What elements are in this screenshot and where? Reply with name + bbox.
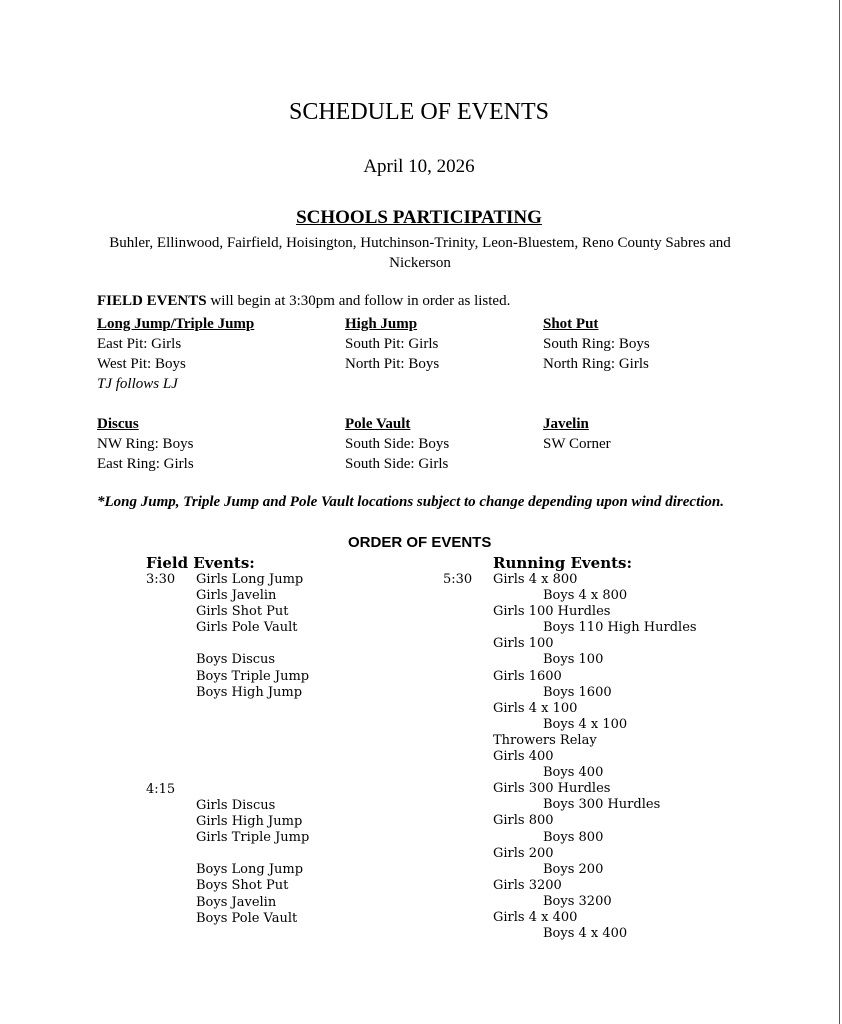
- running-event-item: Girls 4 x 800: [493, 572, 578, 587]
- page-edge: [839, 0, 840, 1024]
- running-event-item: Boys 100: [543, 652, 604, 668]
- location-line: SW Corner: [543, 436, 611, 452]
- field-event-item: Girls Shot Put: [196, 604, 289, 620]
- running-event-item: Girls 3200: [493, 877, 562, 893]
- running-event-item: Boys 1600: [543, 684, 612, 700]
- location-discus: [97, 414, 194, 474]
- field-event-item: Girls Pole Vault: [196, 620, 298, 636]
- running-event-item: Girls 4 x 100: [493, 700, 578, 716]
- location-line: East Ring: Girls: [97, 456, 194, 472]
- field-event-item: Boys Triple Jump: [196, 668, 310, 684]
- location-line: South Side: Girls: [345, 456, 449, 472]
- location-shot-put: [543, 314, 650, 374]
- field-time-2: 4:15: [146, 782, 176, 797]
- running-event-item: Girls 100 Hurdles: [493, 604, 611, 620]
- field-events-list-2: [196, 798, 309, 927]
- event-date: April 10, 2026: [363, 156, 475, 177]
- location-heading: Shot Put: [543, 316, 599, 332]
- field-event-item: Boys Pole Vault: [196, 910, 298, 926]
- location-heading: Javelin: [543, 416, 589, 432]
- order-heading: ORDER OF EVENTS: [348, 534, 492, 551]
- location-note: TJ follows LJ: [97, 376, 178, 392]
- running-event-item: Boys 400: [543, 765, 604, 781]
- running-events-heading: Running Events:: [493, 554, 633, 572]
- field-event-item: Boys Javelin: [196, 894, 277, 910]
- location-line: NW Ring: Boys: [97, 436, 194, 452]
- running-event-item: Boys 200: [543, 861, 604, 877]
- field-event-item: Girls Triple Jump: [196, 830, 310, 846]
- field-event-item: Girls High Jump: [196, 814, 303, 830]
- field-event-item: Boys High Jump: [196, 684, 303, 700]
- location-heading: High Jump: [345, 316, 418, 332]
- page-title: SCHEDULE OF EVENTS: [288, 99, 549, 125]
- schools-list: Buhler, Ellinwood, Fairfield, Hoisington, Hutchinson-Trinity, Leon-Bluestem, Reno County Sabres and Nickerson: [109, 235, 731, 271]
- field-events-label: FIELD EVENTS: [97, 293, 207, 309]
- running-event-item: Girls 300 Hurdles: [493, 781, 611, 797]
- field-event-item: Boys Shot Put: [196, 878, 289, 894]
- location-heading: Pole Vault: [345, 416, 411, 432]
- running-event-item: Girls 800: [493, 813, 554, 829]
- running-event-item: Girls 200: [493, 845, 554, 861]
- running-event-item: Boys 800: [543, 829, 604, 845]
- location-line: South Pit: Girls: [345, 336, 439, 352]
- location-high-jump: [345, 314, 439, 374]
- running-event-item: Girls 100: [493, 636, 554, 652]
- location-long-jump: [97, 314, 254, 394]
- running-event-item: Girls 400: [493, 749, 554, 765]
- running-event-item: Boys 110 High Hurdles: [543, 620, 697, 636]
- field-events-intro-text: will begin at 3:30pm and follow in order as listed.: [206, 293, 511, 309]
- field-event-item: Girls Long Jump: [196, 572, 304, 587]
- location-line: East Pit: Girls: [97, 336, 182, 352]
- location-pole-vault: [345, 414, 449, 474]
- running-events-list: [493, 572, 697, 942]
- field-events-list: [196, 572, 309, 701]
- location-line: South Side: Boys: [345, 436, 450, 452]
- running-event-item: Girls 4 x 400: [493, 909, 578, 925]
- running-event-item: Boys 300 Hurdles: [543, 797, 661, 813]
- location-line: North Pit: Boys: [345, 356, 440, 372]
- running-event-item: Throwers Relay: [493, 732, 597, 748]
- field-events-intro: [97, 293, 510, 310]
- field-event-item: Girls Discus: [196, 798, 276, 813]
- location-heading: Discus: [97, 416, 139, 432]
- field-event-item: Boys Discus: [196, 652, 276, 668]
- location-line: South Ring: Boys: [543, 336, 650, 352]
- field-time-1: 3:30: [146, 572, 176, 587]
- field-event-item: Girls Javelin: [196, 588, 277, 604]
- running-event-item: Girls 1600: [493, 668, 562, 684]
- running-time: 5:30: [443, 572, 473, 587]
- location-heading: Long Jump/Triple Jump: [97, 316, 255, 332]
- location-line: West Pit: Boys: [97, 356, 186, 372]
- location-line: North Ring: Girls: [543, 356, 649, 372]
- wind-note: *Long Jump, Triple Jump and Pole Vault locations subject to change depending upon wind direction.: [97, 494, 725, 510]
- field-event-item: Boys Long Jump: [196, 862, 304, 878]
- running-event-item: Boys 4 x 400: [543, 926, 628, 942]
- schools-heading: SCHOOLS PARTICIPATING: [296, 207, 542, 228]
- running-event-item: Boys 4 x 800: [543, 588, 628, 604]
- location-javelin: [543, 414, 611, 454]
- field-events-heading: Field Events:: [146, 554, 255, 572]
- running-event-item: Boys 4 x 100: [543, 716, 628, 732]
- running-event-item: Boys 3200: [543, 893, 612, 909]
